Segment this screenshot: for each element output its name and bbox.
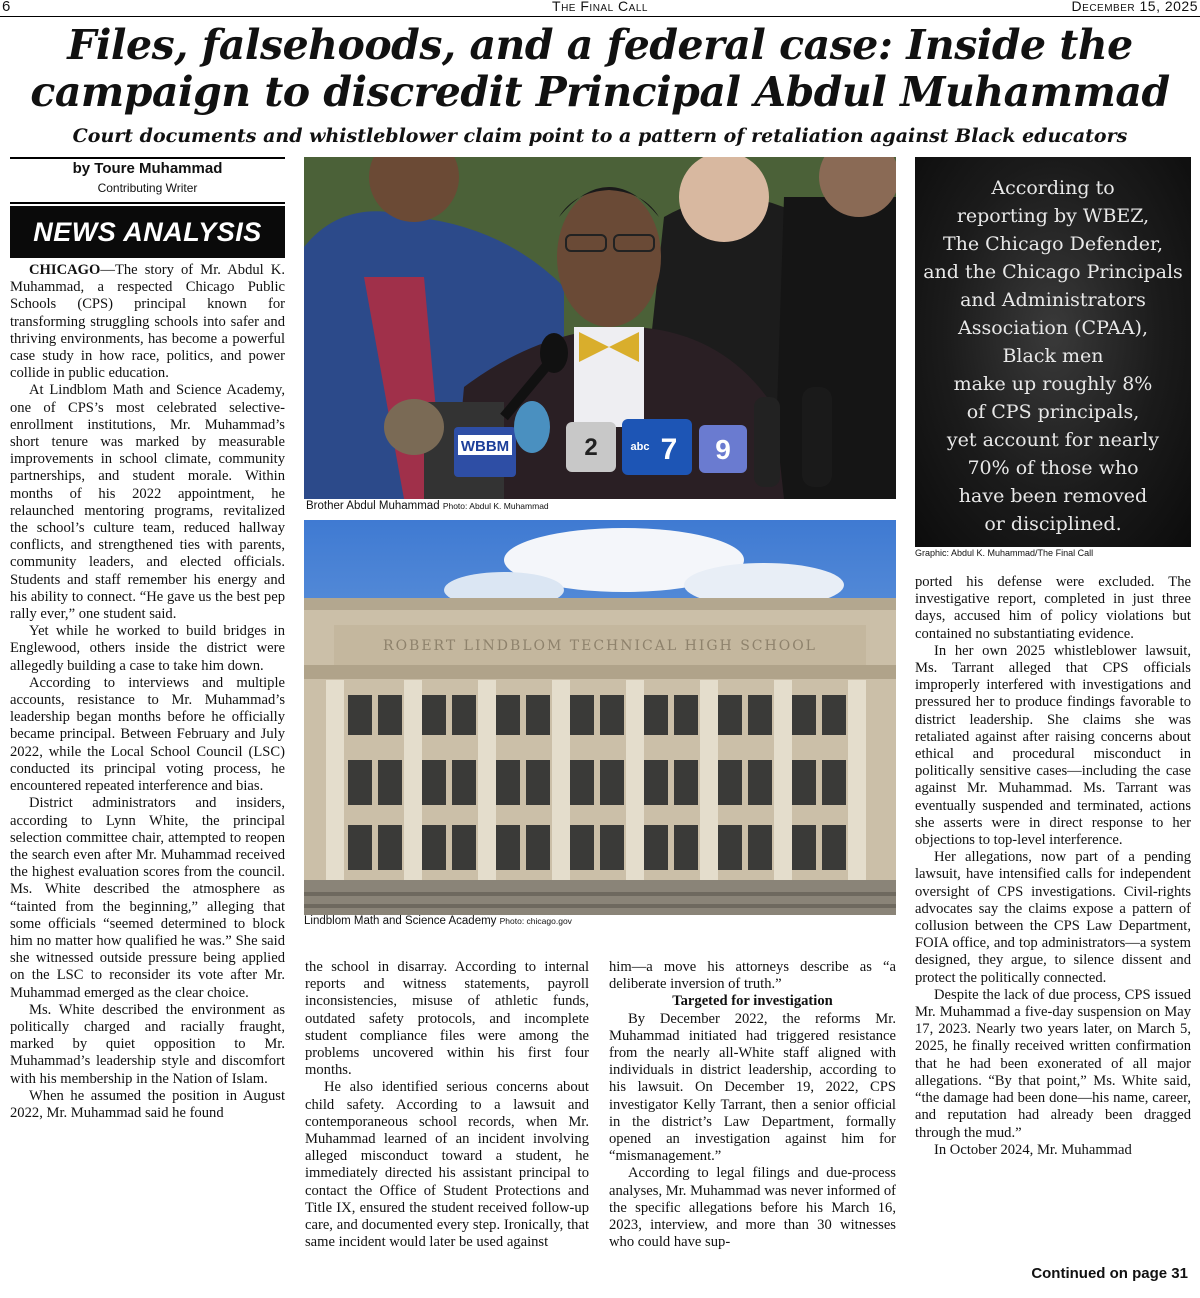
school-illustration	[304, 520, 896, 915]
page-number: 6	[2, 0, 11, 15]
statistic-graphic	[915, 157, 1191, 547]
col1-paragraph-7: When he assumed the position in August 2022, Mr. Muhammad said he found	[10, 1087, 285, 1121]
article-column-3	[609, 959, 896, 1251]
press-photo-caption-text: Brother Abdul Muhammad	[306, 500, 440, 512]
press-conference-illustration	[304, 157, 896, 499]
byline-author: by Toure Muhammad	[72, 160, 223, 177]
mic-flag-label: abc	[630, 441, 650, 453]
col3-paragraph-2: By December 2022, the reforms Mr. Muhammad initiated had triggered resistance from the nearly all-White staff aligned with individuals in district leadership, according to his lawsuit. On December 19, 2022, CPS investigator Kelly Tarrant, then a senior official in the district’s Law Department, formally opened an investigation against him for “mismanagement.”	[609, 1010, 896, 1165]
col3-paragraph-1: him—a move his attorneys describe as “a deliberate inversion of truth.”	[609, 959, 896, 993]
col4-paragraph-3: Her allegations, now part of a pending lawsuit, have intensified calls for independent oversight of CPS investigations. Civil-rights advocates say the claims expose a pattern of collusion between the CPS Law Department, FOIA office, and top administrators—a system designed, they argue, to silence dissent and protect the politically connected.	[915, 849, 1191, 986]
mic-flag-label: WBBM	[460, 438, 510, 455]
school-photo-credit: Photo: chicago.gov	[499, 916, 572, 926]
masthead-strip	[0, 0, 1200, 17]
col4-paragraph-4: Despite the lack of due process, CPS issued Mr. Muhammad a five-day suspension on May 17, 2023. Nearly two years later, on March 5, 2025, he finally received written confirmation that he had been exonerated of all major allegations. “By that point,” Ms. White said, “the damage had been done—his name, career, and reputation had already been dragged through the mud.”	[915, 986, 1191, 1141]
article-column-4	[915, 574, 1191, 1159]
byline-title: Contributing Writer	[97, 181, 198, 195]
article-column-2	[305, 959, 589, 1251]
byline-top-rule	[10, 157, 285, 159]
press-photo-caption	[306, 500, 549, 512]
col1-paragraph-3: Yet while he worked to build bridges in Englewood, others inside the district were allegedly building a case to take him down.	[10, 623, 285, 674]
school-photo	[304, 520, 896, 915]
press-photo-credit: Photo: Abdul K. Muhammad	[442, 501, 549, 511]
col1-paragraph-6: Ms. White described the environment as politically charged and racially fraught, marked by quiet opposition to Mr. Muhammad’s leadership style and discomfort with his membership in the Nation of Islam.	[10, 1001, 285, 1087]
statistic-graphic-text: According to reporting by WBEZ, The Chicago Defender, and the Chicago Principals and Administrators Association (CPAA), Black men make up roughly 8% of CPS principals, yet account for nearly 70% of those who have been removed or disciplined.	[923, 177, 1183, 535]
deck: Court documents and whistleblower claim point to a pattern of retaliation against Black educators	[72, 125, 1128, 147]
col4-paragraph-5: In October 2024, Mr. Muhammad	[934, 1141, 1132, 1158]
byline-bottom-rule	[10, 202, 285, 204]
col2-paragraph-2: He also identified serious concerns about child safety. According to a lawsuit and contemporaneous school records, when Mr. Muhammad learned of an incident involving alleged misconduct toward a student, he immediately directed his assistant principal to contact the Office of Student Protections and Title IX, ensured the student received follow-up care, and documented every step. Ironically, that same incident would later be used against	[305, 1079, 589, 1251]
mic-flag-label: 7	[660, 433, 678, 466]
school-photo-caption	[304, 915, 572, 927]
facade-inscription: ROBERT LINDBLOM TECHNICAL HIGH SCHOOL	[383, 638, 817, 654]
mic-flag-label: 2	[584, 434, 598, 461]
col1-paragraph-4: According to interviews and multiple accounts, resistance to Mr. Muhammad’s leadership began months before he officially became principal. Between February and July 2022, while the Local School Council (LSC) conducted its principal voting process, he encountered repeated interference and bias.	[10, 674, 285, 795]
dateline: CHICAGO	[29, 262, 101, 278]
school-photo-caption-text: Lindblom Math and Science Academy	[304, 915, 497, 927]
subhead: Targeted for investigation	[672, 993, 833, 1010]
col3-paragraph-3: According to legal filings and due-process analyses, Mr. Muhammad was never informed of the specific allegations before his March 16, 2023, interview, and more than 30 witnesses who could have sup-	[609, 1165, 896, 1251]
col1-paragraph-2: At Lindblom Math and Science Academy, one of CPS’s most celebrated selective-enrollment institutions, Mr. Muhammad’s short tenure was marked by measurable improvements in school climate, community partnerships, and student morale. Within months of his 2022 appointment, he relaunched mentoring programs, revitalized the school’s culture team, reduced hallway conflicts, and strengthened ties with parents, community leaders, and elected officials. Students and staff remember his energy and his ability to connect. “He gave us the best pep rally ever,” one student said.	[10, 382, 285, 623]
mic-flag-label: 9	[715, 434, 731, 465]
section-badge: NEWS ANALYSIS	[10, 206, 285, 258]
article-column-1	[10, 262, 285, 1122]
col1-paragraph-5: District administrators and insiders, according to Lynn White, the principal selection committee chair, attempted to reopen the search even after Mr. Muhammad received the highest evaluation scores from the council. Ms. White described the atmosphere as “tainted from the beginning,” alleging that some officials “seemed determined to block him no matter how qualified he was.” She said she witnessed outside pressure being applied on the LSC to reconsider its vote after Mr. Muhammad emerged as the clear choice.	[10, 795, 285, 1001]
headline: Files, falsehoods, and a federal case: Inside the campaign to discredit Principal Abdul Muhammad	[30, 21, 1170, 116]
col1-paragraph-1: —The story of Mr. Abdul K. Muhammad, a respected Chicago Public Schools (CPS) principal known for transforming struggling schools into safer and thriving environments, has become a powerful case study in how race, politics, and power collide in public education.	[10, 262, 285, 382]
col2-paragraph-1: the school in disarray. According to internal reports and witness statements, payroll inconsistencies, misuse of athletic funds, outdated safety protocols, and incomplete student compliance files were among the problems uncovered within his first four months.	[305, 959, 589, 1079]
col4-paragraph-1: ported his defense were excluded. The investigative report, completed in just three days, accused him of policy violations but contained no substantiating evidence.	[915, 574, 1191, 642]
continued-link[interactable]: Continued on page 31	[1031, 1265, 1188, 1282]
col4-paragraph-2: In her own 2025 whistleblower lawsuit, Ms. Tarrant alleged that CPS officials improperly interfered with investigations and pressured her to produce findings favorable to district leadership. She claims she was retaliated against after raising concerns about ethical and procedural misconduct in politically sensitive cases—including the case against Mr. Muhammad. Ms. Tarrant was eventually suspended and terminated, actions she asserts were in direct response to her objections to top-level interference.	[915, 642, 1191, 849]
graphic-credit: Graphic: Abdul K. Muhammad/The Final Call	[915, 548, 1094, 558]
paper-name: The Final Call	[552, 0, 648, 14]
press-conference-photo	[304, 157, 896, 499]
issue-date: December 15, 2025	[1071, 0, 1198, 14]
